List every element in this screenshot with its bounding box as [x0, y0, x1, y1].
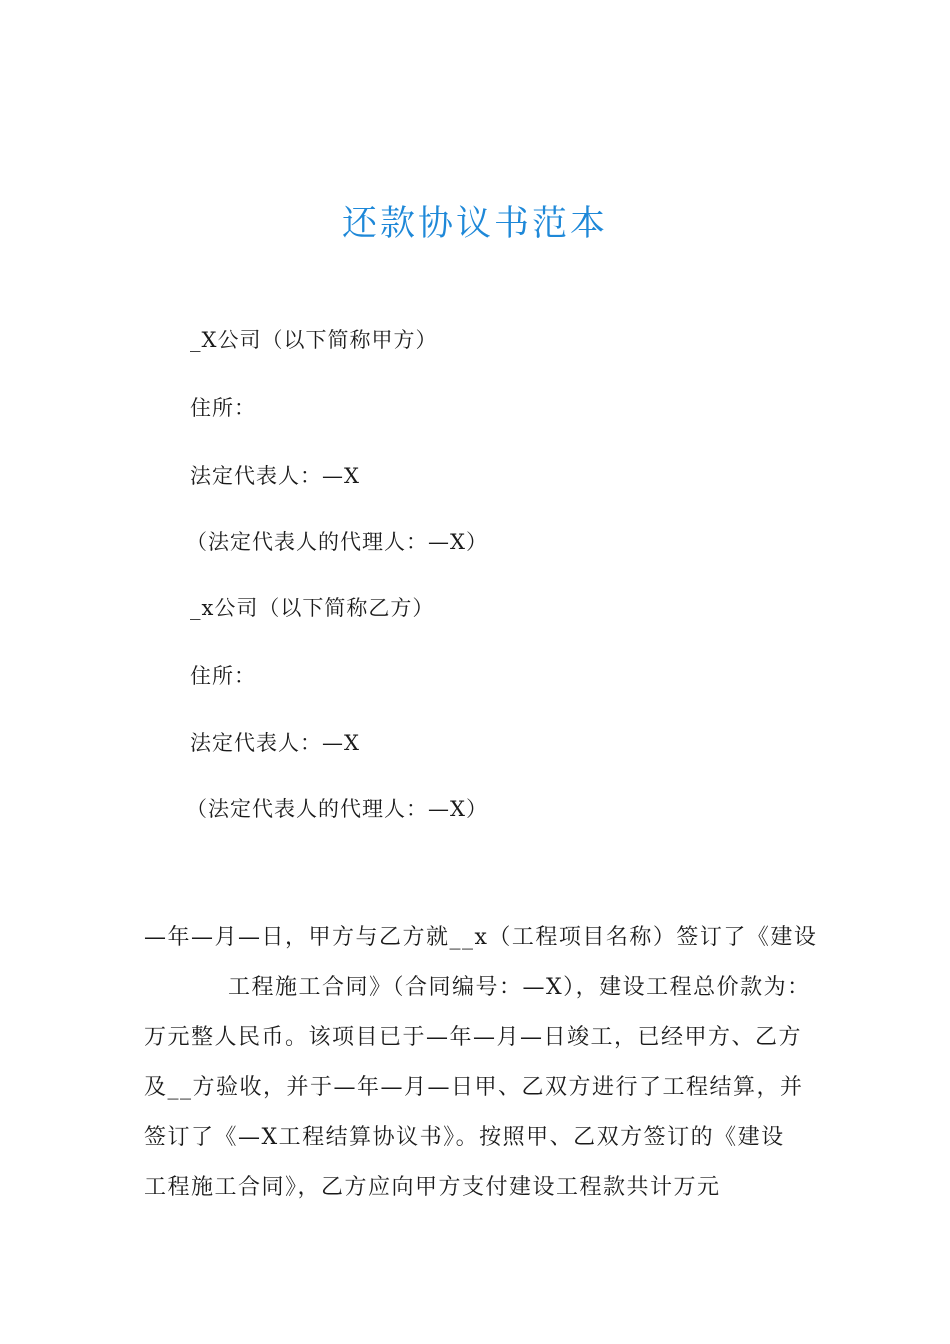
body-line: 及__方验收，并于—年—月—日甲、乙双方进行了工程结算，并	[144, 1075, 804, 1100]
party-a-legal-rep-agent: （法定代表人的代理人：—X）	[186, 530, 488, 554]
body-line: —年—月—日，甲方与乙方就__x（工程项目名称）签订了《建设	[144, 925, 818, 950]
body-line: 签订了《—X工程结算协议书》。按照甲、乙双方签订的《建设	[144, 1125, 785, 1150]
party-b-name: _x公司（以下简称乙方）	[190, 596, 435, 620]
party-a-address: 住所：	[190, 396, 256, 420]
party-a-name: _X公司（以下简称甲方）	[190, 328, 438, 352]
party-b-legal-rep-agent: （法定代表人的代理人：—X）	[186, 797, 488, 821]
document-title: 还款协议书范本	[341, 204, 608, 244]
party-a-legal-rep: 法定代表人：—X	[190, 464, 360, 488]
body-line: 工程施工合同》，乙方应向甲方支付建设工程款共计万元	[144, 1175, 721, 1200]
party-b-legal-rep: 法定代表人：—X	[190, 731, 360, 755]
body-line: 万元整人民币。该项目已于—年—月—日竣工，已经甲方、乙方	[144, 1025, 803, 1050]
party-b-address: 住所：	[190, 664, 256, 688]
body-line: 工程施工合同》（合同编号：—X），建设工程总价款为：	[228, 975, 811, 1000]
